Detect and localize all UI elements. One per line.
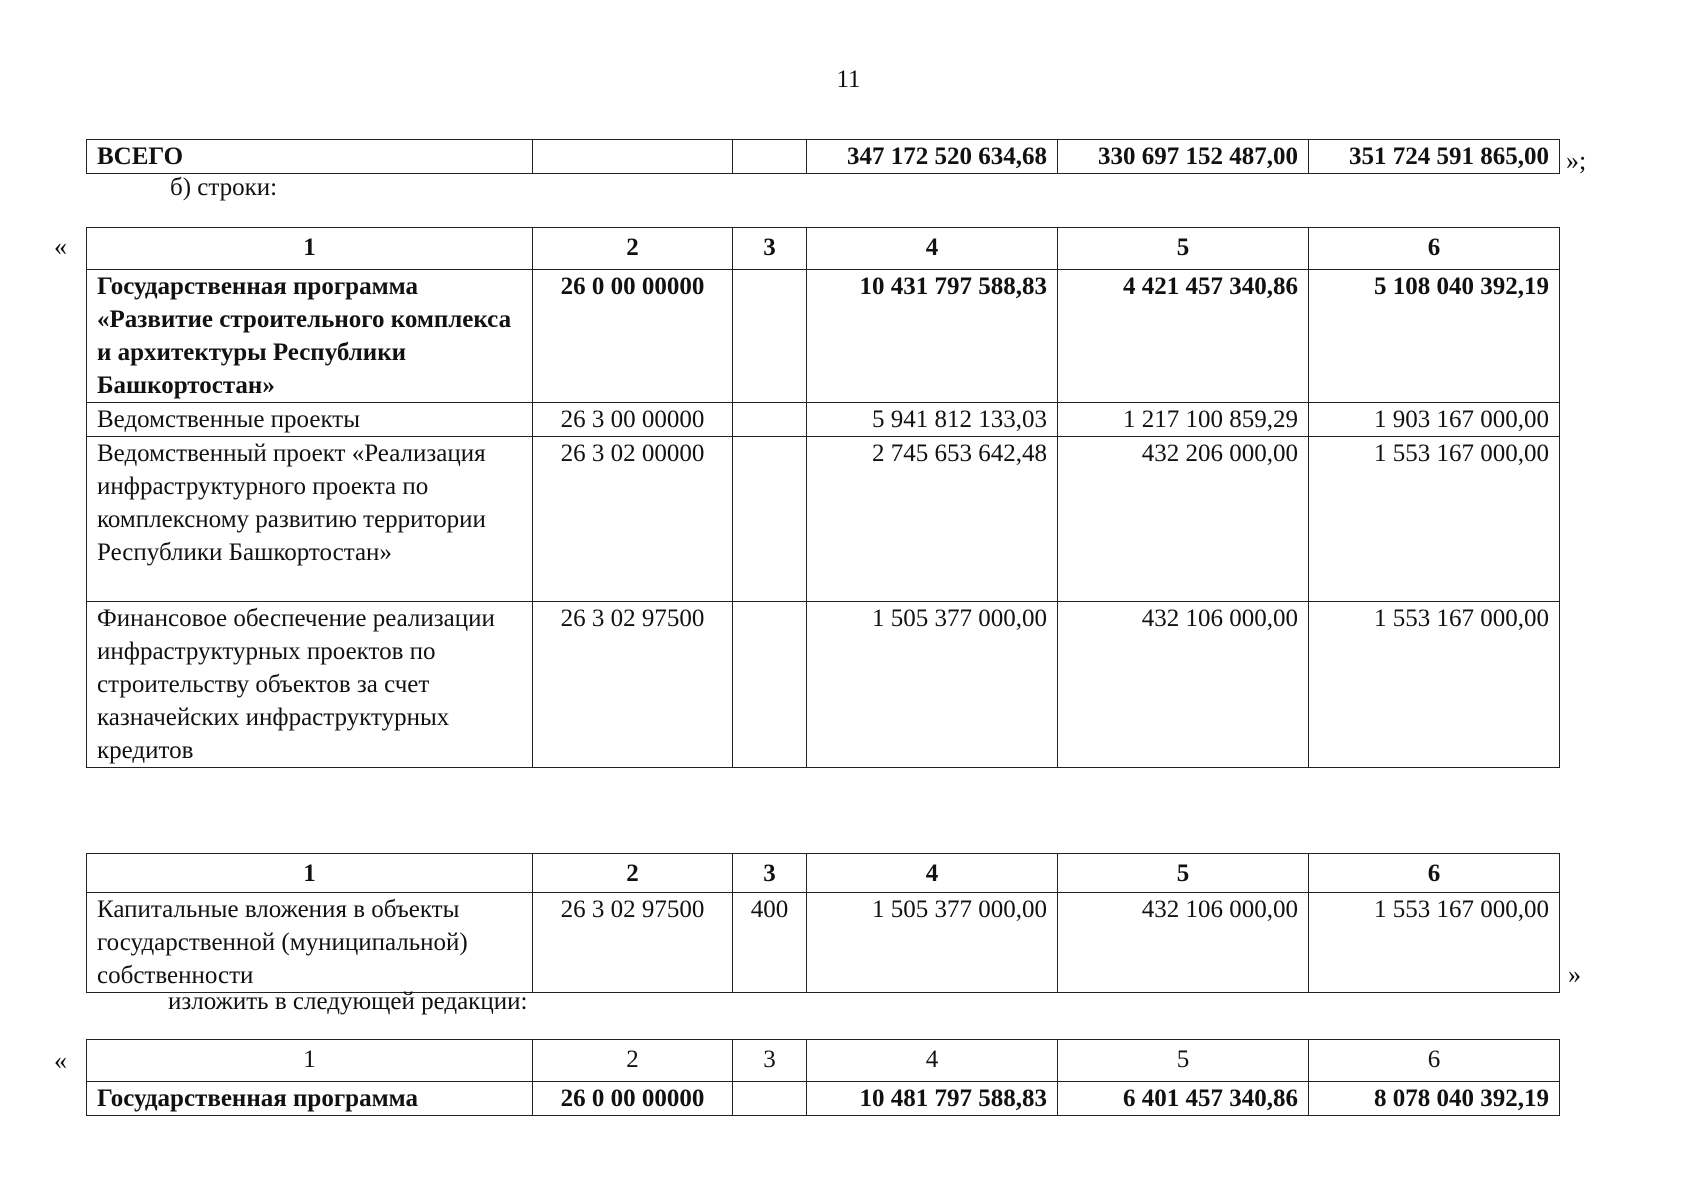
total-col2 — [533, 140, 733, 174]
table-1-h6: 6 — [1309, 228, 1560, 270]
page-number: 11 — [836, 66, 861, 93]
table-2-h1: 1 — [87, 854, 533, 893]
table-1-h3: 3 — [733, 228, 807, 270]
row-v5: 432 106 000,00 — [1058, 893, 1309, 993]
row-type — [733, 403, 807, 437]
row-code: 26 0 00 00000 — [533, 1082, 733, 1116]
redaction-text: изложить в следующей редакции: — [168, 988, 528, 1015]
row-v6: 1 553 167 000,00 — [1309, 893, 1560, 993]
row-v5: 432 106 000,00 — [1058, 602, 1309, 768]
row-name: Капитальные вложения в объекты государственной (муниципальной) собственности — [87, 893, 533, 993]
close-quote: » — [1568, 960, 1581, 989]
table-row — [87, 270, 1560, 403]
table-row — [87, 602, 1560, 768]
row-v6: 8 078 040 392,19 — [1309, 1082, 1560, 1116]
table-row — [87, 437, 1560, 602]
table-2-h6: 6 — [1309, 854, 1560, 893]
total-label: ВСЕГО — [87, 140, 533, 174]
row-name: Ведомственные проекты — [87, 403, 533, 437]
row-type: 400 — [733, 893, 807, 993]
row-code: 26 3 02 00000 — [533, 437, 733, 602]
table-1-h5: 5 — [1058, 228, 1309, 270]
table-3-header — [87, 1040, 1560, 1082]
table-1-h4: 4 — [807, 228, 1058, 270]
table-1-h1: 1 — [87, 228, 533, 270]
row-name: Государственная программа — [87, 1082, 533, 1116]
table-2-h5: 5 — [1058, 854, 1309, 893]
table-3-h6: 6 — [1309, 1040, 1560, 1082]
table-1 — [86, 227, 1560, 768]
row-type — [733, 1082, 807, 1116]
row-v4: 10 481 797 588,83 — [807, 1082, 1058, 1116]
table-1-header — [87, 228, 1560, 270]
row-v6: 1 903 167 000,00 — [1309, 403, 1560, 437]
row-name: Финансовое обеспечение реализации инфраструктурных проектов по строительству объектов за счет казначейских инфраструктурных кредитов — [87, 602, 533, 768]
table-2 — [86, 853, 1560, 993]
row-v4: 1 505 377 000,00 — [807, 893, 1058, 993]
table-3-h1: 1 — [87, 1040, 533, 1082]
table-row — [87, 893, 1560, 993]
row-v6: 1 553 167 000,00 — [1309, 437, 1560, 602]
row-v4: 1 505 377 000,00 — [807, 602, 1058, 768]
total-col4: 347 172 520 634,68 — [807, 140, 1058, 174]
table-3 — [86, 1039, 1560, 1116]
row-v6: 1 553 167 000,00 — [1309, 602, 1560, 768]
row-name: Ведомственный проект «Реализация инфраструктурного проекта по комплексному развитию территории Республики Башкортостан» — [87, 437, 533, 602]
row-v5: 432 206 000,00 — [1058, 437, 1309, 602]
row-v5: 4 421 457 340,86 — [1058, 270, 1309, 403]
table-row — [87, 403, 1560, 437]
table-1-h2: 2 — [533, 228, 733, 270]
row-v5: 6 401 457 340,86 — [1058, 1082, 1309, 1116]
row-code: 26 3 02 97500 — [533, 602, 733, 768]
row-type — [733, 602, 807, 768]
row-code: 26 3 00 00000 — [533, 403, 733, 437]
total-col5: 330 697 152 487,00 — [1058, 140, 1309, 174]
open-quote-1: « — [54, 232, 67, 261]
row-v6: 5 108 040 392,19 — [1309, 270, 1560, 403]
table-2-h2: 2 — [533, 854, 733, 893]
row-name: Государственная программа «Развитие строительного комплекса и архитектуры Республики Башкортостан» — [87, 270, 533, 403]
table-row — [87, 1082, 1560, 1116]
total-col6: 351 724 591 865,00 — [1309, 140, 1560, 174]
row-v4: 2 745 653 642,48 — [807, 437, 1058, 602]
table-3-h4: 4 — [807, 1040, 1058, 1082]
table-2-header — [87, 854, 1560, 893]
row-v5: 1 217 100 859,29 — [1058, 403, 1309, 437]
row-v4: 10 431 797 588,83 — [807, 270, 1058, 403]
row-code: 26 3 02 97500 — [533, 893, 733, 993]
table-3-h3: 3 — [733, 1040, 807, 1082]
table-3-h5: 5 — [1058, 1040, 1309, 1082]
total-table — [86, 139, 1560, 174]
row-type — [733, 437, 807, 602]
row-code: 26 0 00 00000 — [533, 270, 733, 403]
total-row — [87, 140, 1560, 174]
row-v4: 5 941 812 133,03 — [807, 403, 1058, 437]
total-suffix: »; — [1566, 146, 1587, 175]
row-type — [733, 270, 807, 403]
lines-intro: б) строки: — [170, 174, 278, 201]
total-col3 — [733, 140, 807, 174]
open-quote-2: « — [54, 1046, 67, 1075]
table-2-h4: 4 — [807, 854, 1058, 893]
table-3-h2: 2 — [533, 1040, 733, 1082]
table-2-h3: 3 — [733, 854, 807, 893]
